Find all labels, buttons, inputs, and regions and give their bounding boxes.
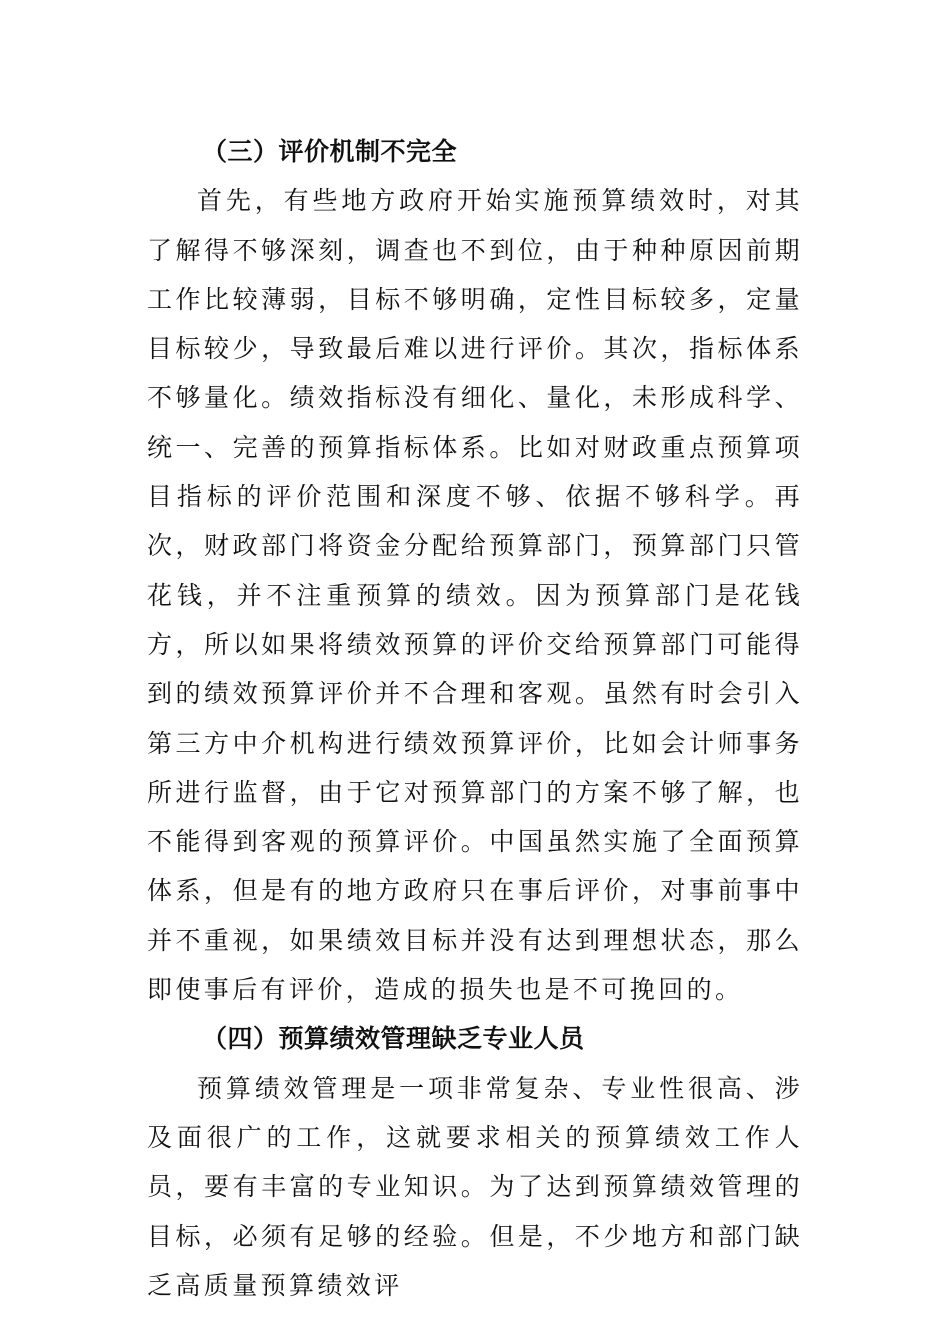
section-heading-4: （四）预算绩效管理缺乏专业人员 <box>202 1024 585 1054</box>
section-heading-3: （三）评价机制不完全 <box>202 137 458 166</box>
document-page <box>147 127 803 1310</box>
section-paragraph-3: 首先，有些地方政府开始实施预算绩效时，对其了解得不够深刻，调查也不到位，由于种种原因前期工作比较薄弱，目标不够明确，定性目标较多，定量目标较少，导致最后难以进行评价。其次，指标体系不够量化。绩效指标没有细化、量化，未形成科学、统一、完善的预算指标体系。比如对财政重点预算项目指标的评价范围和深度不够、依据不够科学。再次，财政部门将资金分配给预算部门，预算部门只管花钱，并不注重预算的绩效。因为预算部门是花钱方，所以如果将绩效预算的评价交给预算部门可能得到的绩效预算评价并不合理和客观。虽然有时会引入第三方中介机构进行绩效预算评价，比如会计师事务所进行监督，由于它对预算部门的方案不够了解，也不能得到客观的预算评价。中国虽然实施了全面预算体系，但是有的地方政府只在事后评价，对事前事中并不重视，如果绩效目标并没有达到理想状态，那么即使事后有评价，造成的损失也是不可挽回的。 <box>147 186 803 1005</box>
section-paragraph-4: 预算绩效管理是一项非常复杂、专业性很高、涉及面很广的工作，这就要求相关的预算绩效工作人员，要有丰富的专业知识。为了达到预算绩效管理的目标，必须有足够的经验。但是，不少地方和部门缺乏高质量预算绩效评 <box>147 1073 803 1300</box>
